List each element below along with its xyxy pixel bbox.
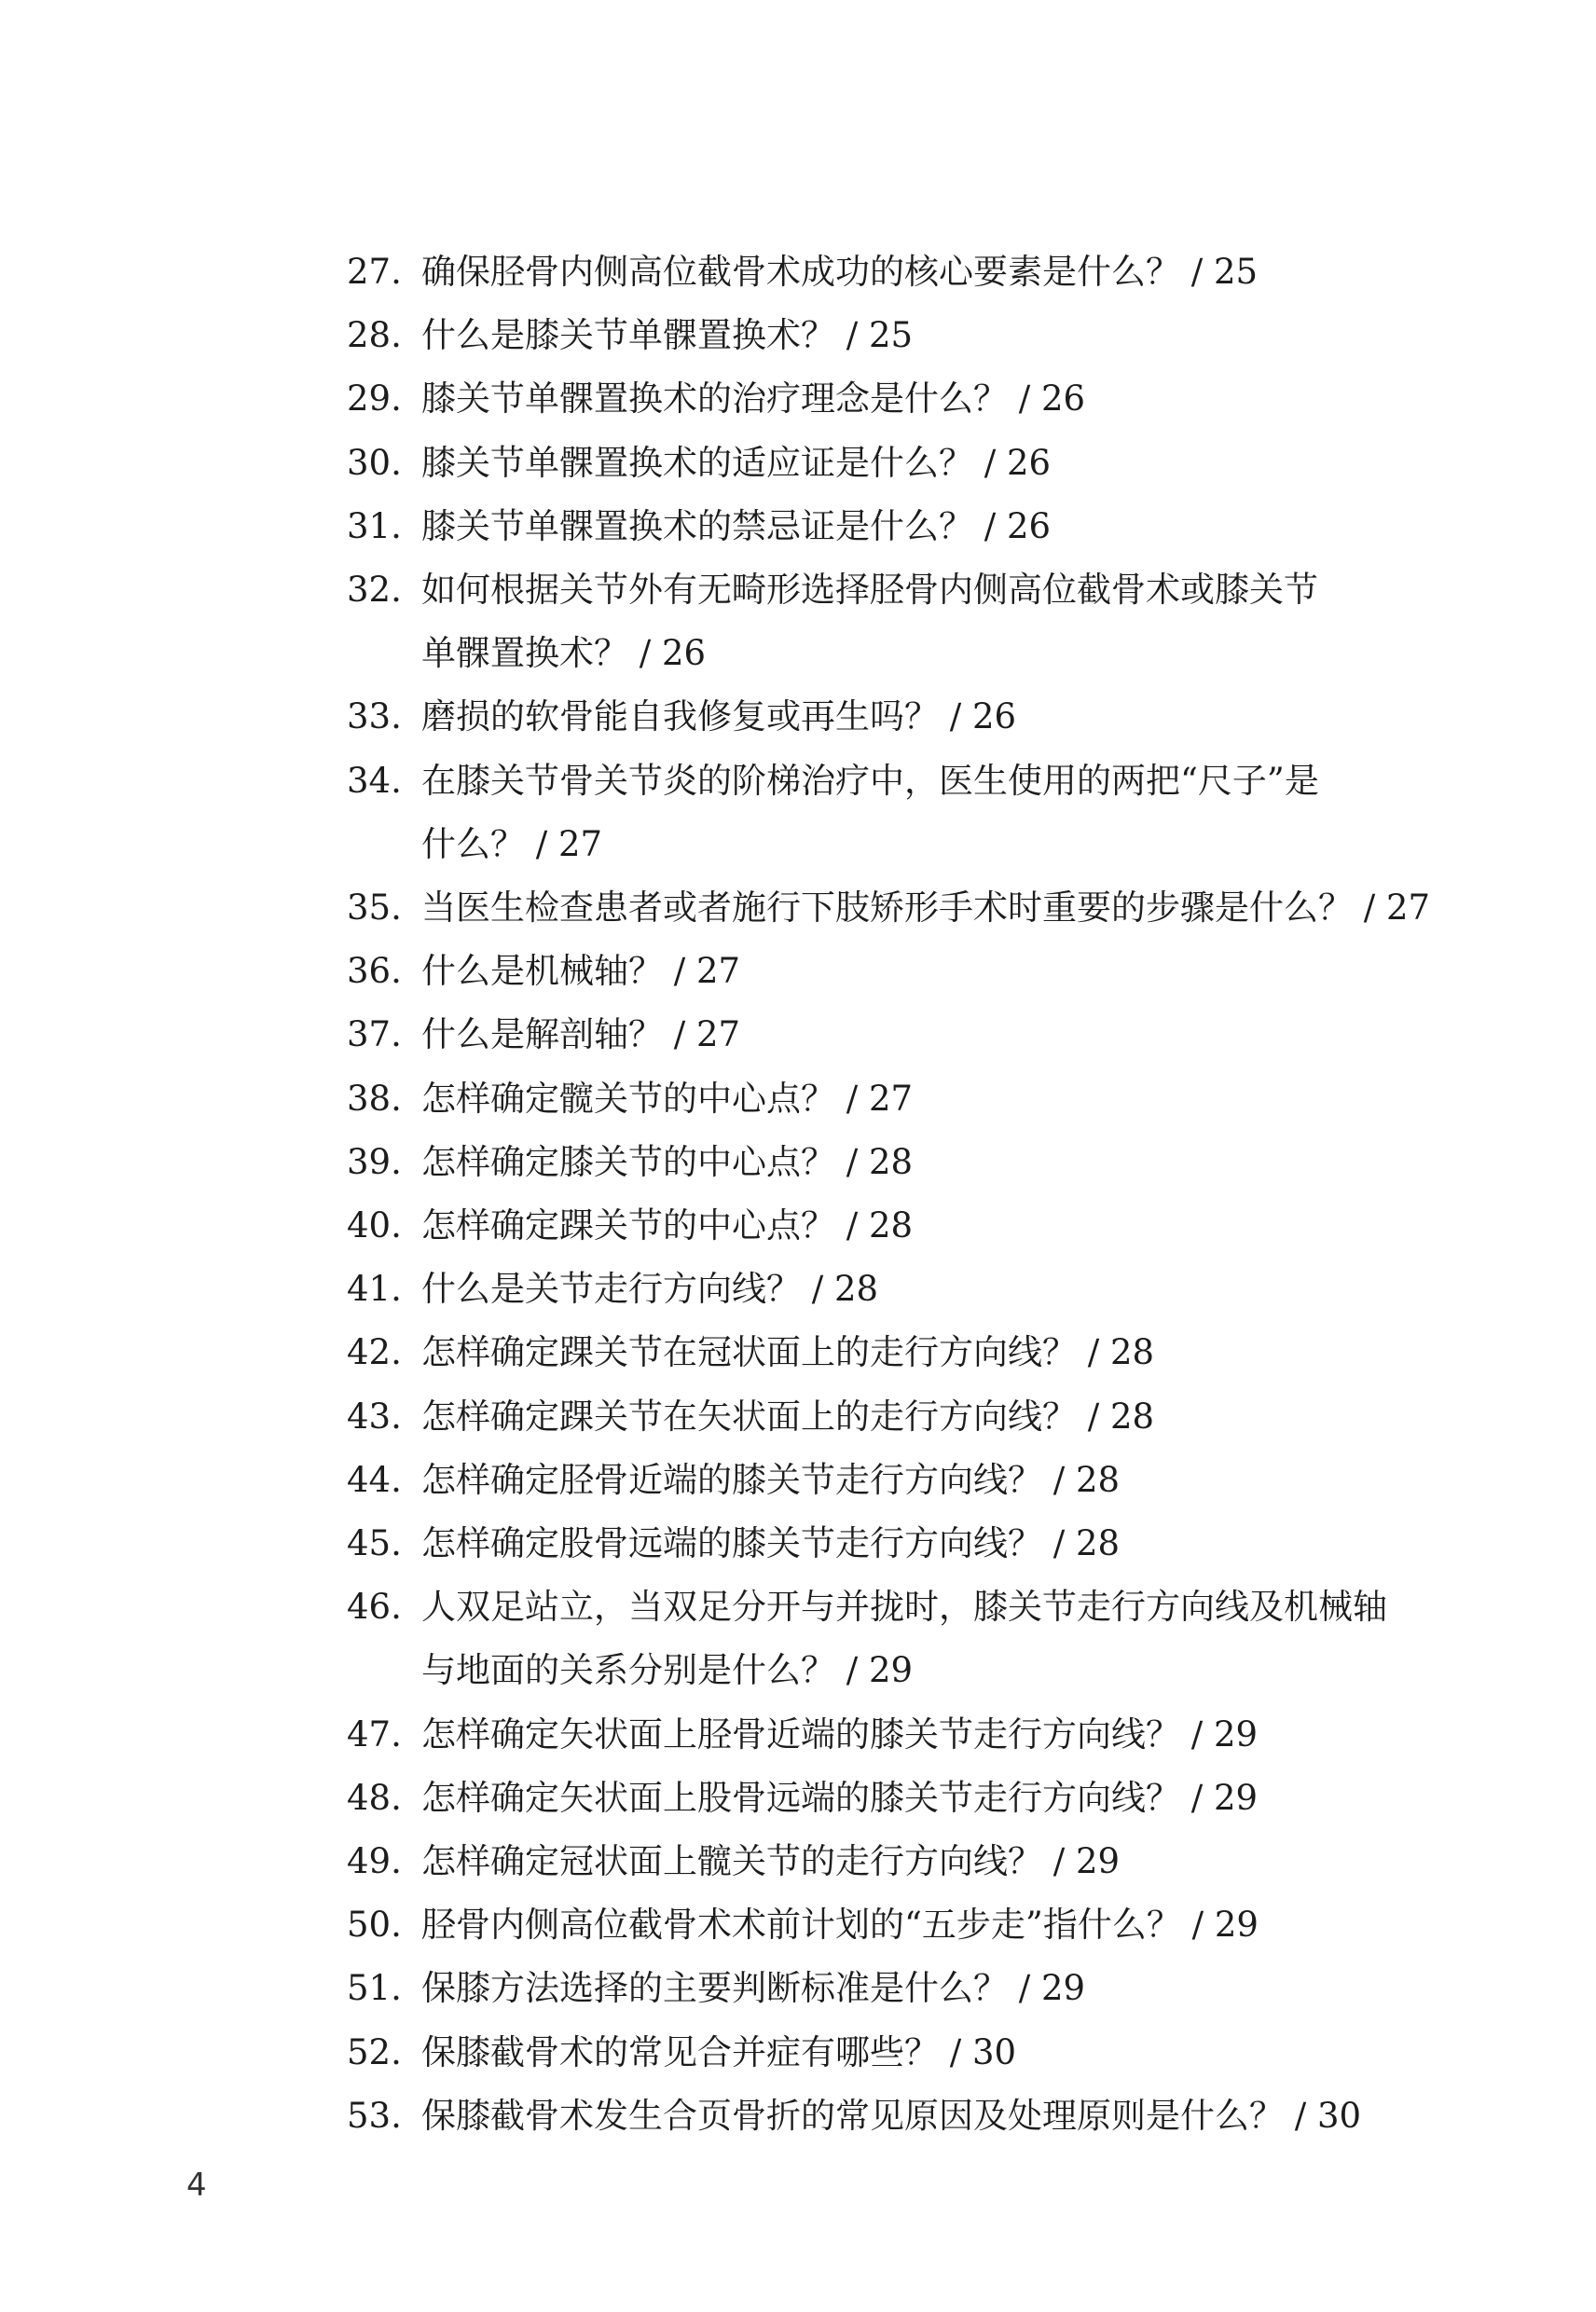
page-number: 4 — [186, 2167, 207, 2204]
toc-entry — [347, 750, 1447, 813]
toc-entry-title: 在膝关节骨关节炎的阶梯治疗中，医生使用的两把“尺子”是 — [421, 760, 1319, 801]
toc-entry-number: 44. — [347, 1459, 402, 1500]
toc-entry-title: 确保胫骨内侧高位截骨术成功的核心要素是什么？ / 25 — [421, 252, 1259, 292]
toc-entry-number: 28. — [347, 315, 402, 356]
toc-entry-number: 33. — [347, 696, 402, 737]
toc-entry-title: 什么是机械轴？ / 27 — [421, 951, 741, 992]
toc-entry — [347, 1385, 1447, 1449]
toc-entry-number: 35. — [347, 888, 402, 928]
toc-entry-title: 怎样确定踝关节的中心点？ / 28 — [421, 1205, 914, 1245]
toc-entry-title: 怎样确定冠状面上髋关节的走行方向线？ / 29 — [421, 1841, 1121, 1881]
toc-entry-title: 保膝截骨术发生合页骨折的常见原因及处理原则是什么？ / 30 — [421, 2095, 1362, 2136]
toc-entry-continuation: 与地面的关系分别是什么？ / 29 — [421, 1650, 914, 1691]
toc-entry-number: 32. — [347, 570, 402, 610]
toc-entry-title: 怎样确定矢状面上股骨远端的膝关节走行方向线？ / 29 — [421, 1777, 1259, 1818]
toc-entry — [347, 685, 1447, 749]
toc-entry — [347, 2021, 1447, 2085]
toc-entry-number: 48. — [347, 1777, 402, 1818]
toc-entry-title: 怎样确定踝关节在冠状面上的走行方向线？ / 28 — [421, 1332, 1155, 1373]
toc-entry — [347, 876, 1447, 940]
toc-entry — [347, 1067, 1447, 1131]
toc-entry-number: 37. — [347, 1014, 402, 1055]
toc-entry-number: 46. — [347, 1587, 402, 1628]
toc-entry-number: 47. — [347, 1713, 402, 1755]
toc-entry — [347, 1321, 1447, 1384]
toc-entry-continuation: 什么？ / 27 — [421, 823, 603, 864]
toc-entry-title: 保膝截骨术的常见合并症有哪些？ / 30 — [421, 2031, 1017, 2072]
toc-entry-number: 34. — [347, 760, 402, 801]
toc-entry-number: 52. — [347, 2031, 402, 2072]
toc-entry — [347, 1830, 1447, 1893]
toc-entry-title: 膝关节单髁置换术的禁忌证是什么？ / 26 — [421, 505, 1052, 546]
toc-entry-title: 怎样确定髋关节的中心点？ / 27 — [421, 1078, 914, 1119]
toc-entry-number: 49. — [347, 1841, 402, 1881]
toc-entry-number: 50. — [347, 1905, 402, 1946]
toc-entry — [347, 304, 1447, 367]
toc-entry-title: 什么是膝关节单髁置换术？ / 25 — [421, 315, 914, 356]
toc-entry-title: 当医生检查患者或者施行下肢矫形手术时重要的步骤是什么？ / 27 — [421, 888, 1431, 928]
toc-entry-number: 51. — [347, 1968, 402, 2009]
toc-entry — [347, 940, 1447, 1003]
toc-entry-number: 41. — [347, 1269, 402, 1310]
toc-entry — [347, 1767, 1447, 1830]
toc-entry — [347, 367, 1447, 431]
toc-entry — [347, 1893, 1447, 1957]
toc-entry-title: 人双足站立，当双足分开与并拢时，膝关节走行方向线及机械轴 — [421, 1587, 1387, 1628]
toc-entry-number: 38. — [347, 1078, 402, 1119]
toc-entry — [347, 1003, 1447, 1067]
toc-entry — [347, 1258, 1447, 1321]
toc-entry-title: 怎样确定股骨远端的膝关节走行方向线？ / 28 — [421, 1523, 1121, 1563]
toc-entry-number: 53. — [347, 2095, 402, 2136]
toc-entry-title: 保膝方法选择的主要判断标准是什么？ / 29 — [421, 1968, 1086, 2009]
toc-entry-number: 45. — [347, 1523, 402, 1563]
toc-entry — [347, 432, 1447, 495]
toc-entry-title: 怎样确定膝关节的中心点？ / 28 — [421, 1141, 914, 1182]
toc-entry-number: 31. — [347, 505, 402, 546]
toc-entry-title: 磨损的软骨能自我修复或再生吗？ / 26 — [421, 696, 1017, 737]
toc-entry-number: 27. — [347, 252, 402, 292]
toc-entry-title: 膝关节单髁置换术的治疗理念是什么？ / 26 — [421, 378, 1086, 420]
toc-entry — [347, 1957, 1447, 2020]
toc-entry-title: 什么是关节走行方向线？ / 28 — [421, 1269, 879, 1310]
toc-entry-number: 40. — [347, 1205, 402, 1245]
toc-entry-number: 43. — [347, 1396, 402, 1437]
toc-entry-title: 怎样确定胫骨近端的膝关节走行方向线？ / 28 — [421, 1459, 1121, 1500]
toc-entry-title: 胫骨内侧高位截骨术术前计划的“五步走”指什么？ / 29 — [421, 1905, 1259, 1946]
toc-entry — [347, 495, 1447, 558]
toc-entry — [347, 558, 1447, 622]
toc-entry-number: 30. — [347, 442, 402, 483]
toc-entry-title: 怎样确定矢状面上胫骨近端的膝关节走行方向线？ / 29 — [421, 1713, 1259, 1755]
toc-entry-number: 42. — [347, 1332, 402, 1373]
toc-entry — [347, 1512, 1447, 1576]
toc-entry-number: 29. — [347, 378, 402, 420]
toc-entry-title: 怎样确定踝关节在矢状面上的走行方向线？ / 28 — [421, 1396, 1155, 1437]
toc-entry-number: 39. — [347, 1141, 402, 1182]
toc-entry — [347, 241, 1447, 304]
toc-entry-title: 膝关节单髁置换术的适应证是什么？ / 26 — [421, 442, 1052, 483]
toc-entry — [347, 1576, 1447, 1639]
toc-entry-number: 36. — [347, 951, 402, 992]
toc-entry — [347, 1194, 1447, 1258]
toc-entry — [347, 2085, 1447, 2148]
toc-entry-title: 什么是解剖轴？ / 27 — [421, 1014, 741, 1055]
toc-entry-title: 如何根据关节外有无畸形选择胫骨内侧高位截骨术或膝关节 — [421, 570, 1318, 610]
toc-entry — [347, 1703, 1447, 1767]
toc-entry-continuation: 单髁置换术？ / 26 — [421, 633, 707, 674]
toc-entry — [347, 1131, 1447, 1194]
toc-entry — [347, 1449, 1447, 1512]
